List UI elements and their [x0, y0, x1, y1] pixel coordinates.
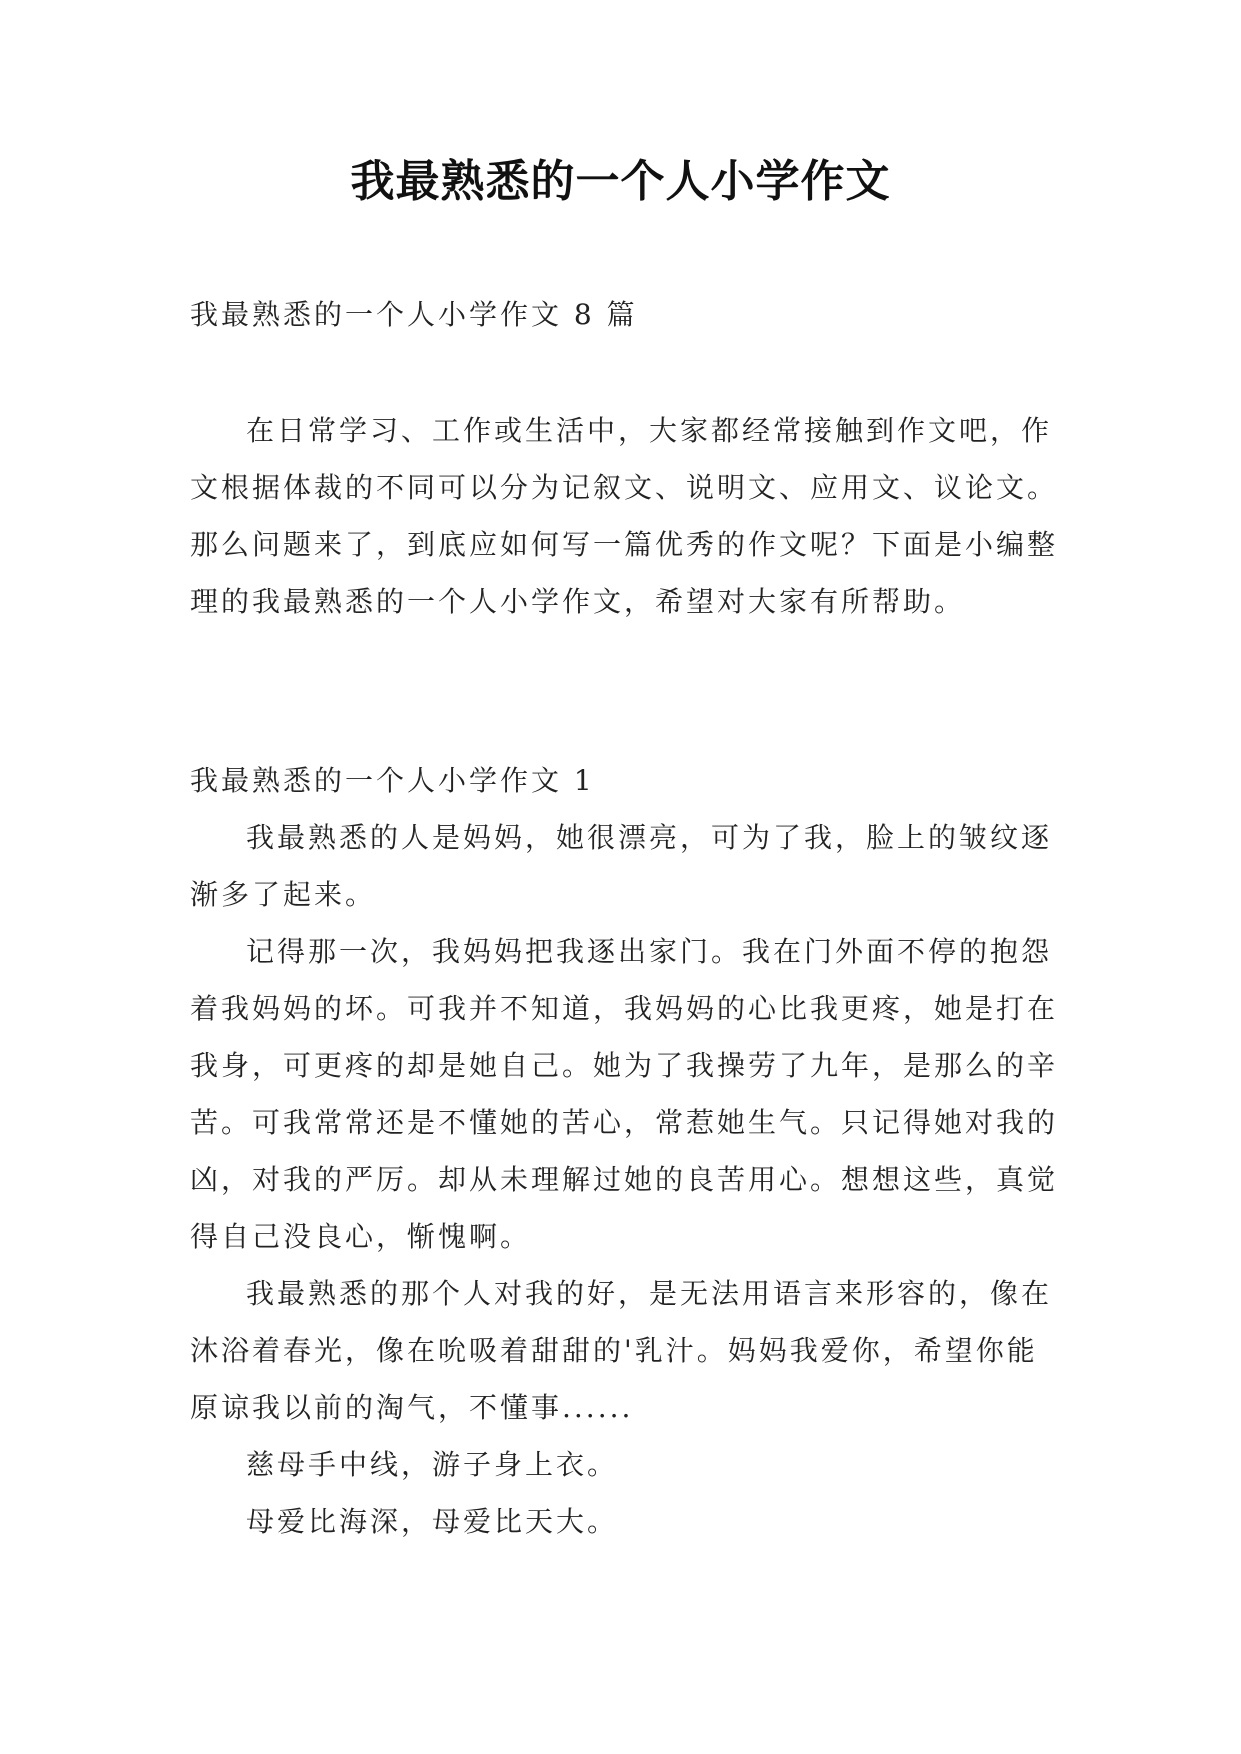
essay-paragraph: 记得那一次，我妈妈把我逐出家门。我在门外面不停的抱怨着我妈妈的坏。可我并不知道，我妈妈的心比我更疼，她是打在我身，可更疼的却是她自己。她为了我操劳了九年，是那么的辛苦。可我常常还是不懂她的苦心，常惹她生气。只记得她对我的凶，对我的严厉。却从未理解过她的良苦用心。想想这些，真觉得自己没良心，惭愧啊。 — [190, 935, 1059, 1253]
essay-paragraph: 慈母手中线，游子身上衣。 — [246, 1448, 619, 1481]
essay-section-1 — [190, 752, 1060, 1550]
essay-paragraph: 母爱比海深，母爱比天大。 — [246, 1505, 619, 1538]
essay-heading-1: 我最熟悉的一个人小学作文 1 — [190, 764, 595, 797]
document-title: 我最熟悉的一个人小学作文 — [350, 156, 891, 207]
document-subtitle: 我最熟悉的一个人小学作文 8 篇 — [190, 298, 638, 331]
intro-section — [190, 402, 1060, 630]
essay-paragraph: 我最熟悉的人是妈妈，她很漂亮，可为了我，脸上的皱纹逐渐多了起来。 — [190, 821, 1053, 911]
intro-paragraph: 在日常学习、工作或生活中，大家都经常接触到作文吧，作文根据体裁的不同可以分为记叙文、说明文、应用文、议论文。那么问题来了，到底应如何写一篇优秀的作文呢？下面是小编整理的我最熟悉的一个人小学作文，希望对大家有所帮助。 — [190, 414, 1059, 618]
essay-paragraph: 我最熟悉的那个人对我的好，是无法用语言来形容的，像在沐浴着春光，像在吮吸着甜甜的'乳汁。妈妈我爱你，希望你能原谅我以前的淘气，不懂事...... — [190, 1277, 1053, 1424]
